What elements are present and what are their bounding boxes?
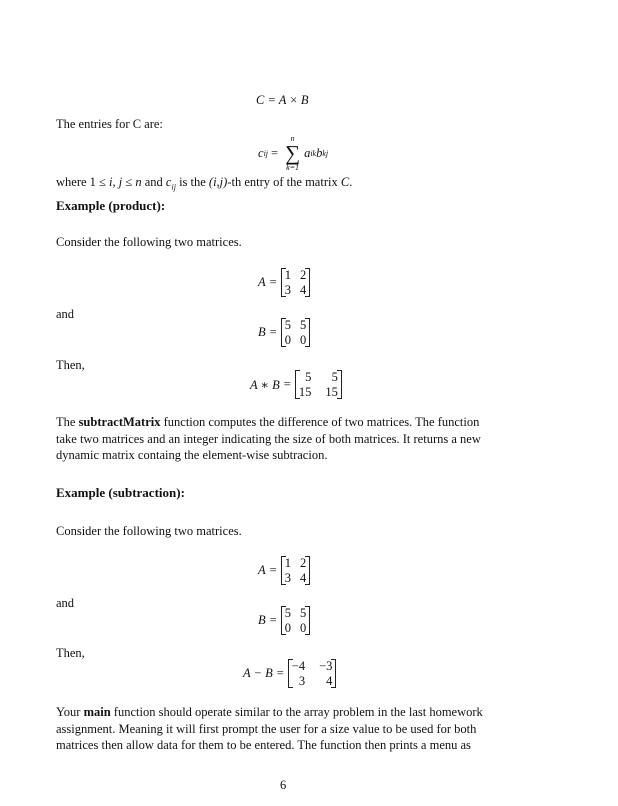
main-paragraph-line2: assignment. Meaning it will first prompt the user for a size value to be used for both — [56, 722, 477, 736]
matrix-cell: 1 — [284, 268, 291, 282]
product-b-equation — [258, 318, 310, 347]
matrix-cell: 5 — [299, 318, 307, 332]
equals-sign: = — [269, 563, 277, 577]
matrix-cell: 3 — [284, 283, 291, 297]
matrix-subtraction-result — [288, 659, 337, 688]
sum-term-a-sub: ik — [310, 148, 317, 158]
sigma-symbol: n ∑ k=1 — [285, 134, 301, 172]
matrix-cell: 3 — [298, 674, 306, 688]
matrix-cell: 2 — [299, 556, 307, 570]
sum-term-b: b — [316, 145, 323, 160]
matrix-cell: 3 — [284, 571, 291, 585]
matrix-cell: 0 — [284, 333, 291, 347]
matrix-label: A — [258, 275, 266, 289]
function-name-main: main — [83, 705, 111, 719]
matrix-label: A — [258, 563, 266, 577]
and-text: and — [56, 596, 75, 610]
product-a-equation — [258, 268, 310, 297]
subtraction-b-equation — [258, 606, 310, 635]
matrix-cell: −4 — [291, 659, 306, 673]
example-product-heading: Example (product): — [56, 198, 166, 213]
then-text: Then, — [56, 358, 85, 372]
example-subtraction-intro: Consider the following two matrices. — [56, 524, 242, 538]
matrix-label: A ∗ B — [250, 377, 280, 392]
matrix-b — [281, 606, 311, 635]
equals-sign: = — [269, 275, 277, 289]
then-text: Then, — [56, 646, 85, 660]
matrix-cell: 5 — [305, 370, 312, 384]
product-equation: C = A × B — [256, 93, 309, 107]
function-name-subtractMatrix: subtractMatrix — [78, 415, 161, 429]
equals-sign: = — [276, 666, 284, 680]
matrix-cell: 1 — [284, 556, 291, 570]
matrix-label: B — [258, 325, 266, 339]
matrix-label: A − B — [243, 666, 273, 680]
matrix-cell: 4 — [326, 674, 333, 688]
matrix-cell: 0 — [284, 621, 291, 635]
main-paragraph-line1: Your main function should operate similar to the array problem in the last homework — [56, 705, 483, 719]
sum-lower: k=1 — [286, 163, 300, 172]
matrix-label: B — [258, 613, 266, 627]
entries-intro: The entries for C are: — [56, 117, 163, 131]
matrix-cell: 4 — [299, 571, 307, 585]
matrix-cell: 0 — [299, 333, 307, 347]
sum-upper: n — [290, 134, 295, 143]
subtraction-result-equation — [243, 659, 336, 688]
matrix-cell: 0 — [299, 621, 307, 635]
where-line: where 1 ≤ i, j ≤ n and $c_{ij}$ is the (i,j)-th entry of the matrix C. — [56, 175, 353, 192]
matrix-cell: 15 — [325, 385, 338, 399]
page-number: 6 — [280, 778, 287, 792]
equals-sign: = — [269, 325, 277, 339]
matrix-product-result — [295, 370, 342, 399]
matrix-cell: −3 — [319, 659, 333, 673]
matrix-cell: 5 — [331, 370, 338, 384]
and-text: and — [56, 307, 75, 321]
sum-lhs: c — [258, 145, 264, 160]
subtract-paragraph-line1: The subtractMatrix function computes the difference of two matrices. The function — [56, 415, 480, 429]
main-paragraph-line3: matrices then allow data for them to be entered. The function then prints a menu as — [56, 738, 471, 752]
subtraction-a-equation — [258, 556, 310, 585]
sum-lhs-sub: ij — [263, 148, 269, 158]
matrix-cell: 15 — [298, 385, 312, 399]
matrix-cell: 4 — [299, 283, 307, 297]
example-product-intro: Consider the following two matrices. — [56, 235, 242, 249]
matrix-cell: 5 — [284, 606, 291, 620]
matrix-cell: 2 — [299, 268, 307, 282]
product-result-equation — [250, 370, 342, 399]
equals-sign: = — [269, 613, 277, 627]
sum-term-a: a — [304, 145, 311, 160]
equals-sign: = — [283, 377, 291, 391]
subtract-paragraph-line3: dynamic matrix containg the element-wise subtracion. — [56, 448, 328, 462]
sum-formula — [258, 134, 328, 172]
sum-term-b-sub: kj — [322, 148, 329, 158]
matrix-b — [281, 318, 311, 347]
matrix-cell: 5 — [299, 606, 307, 620]
matrix-a — [281, 268, 311, 297]
matrix-cell: 5 — [284, 318, 291, 332]
example-subtraction-heading: Example (subtraction): — [56, 485, 185, 500]
matrix-a — [281, 556, 311, 585]
subtract-paragraph-line2: take two matrices and an integer indicating the size of both matrices. It returns a new — [56, 432, 481, 446]
sum-equals: = — [271, 145, 279, 160]
